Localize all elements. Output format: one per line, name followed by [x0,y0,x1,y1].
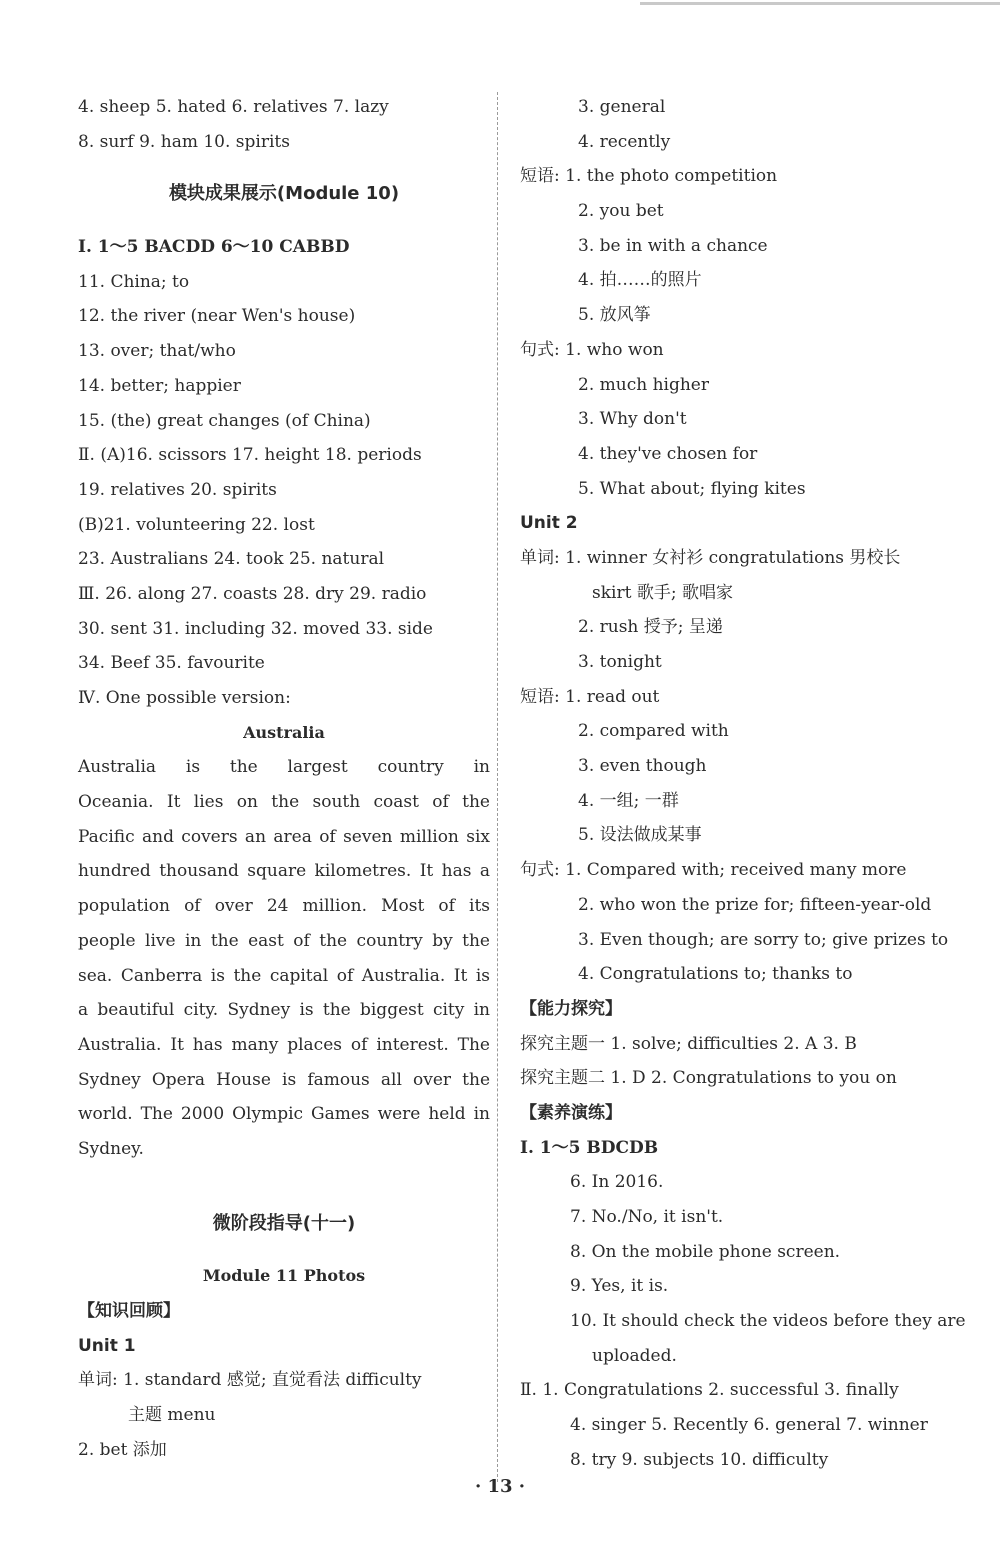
answer-line: 单词: 1. winner 女衬衫 congratulations 男校长 [520,547,901,568]
answer-line: 6. In 2016. [570,1172,664,1193]
answer-line: skirt 歌手; 歌唱家 [592,582,733,603]
answer-line: 3. Why don't [578,409,687,430]
answer-line: 2. much higher [578,374,709,395]
answer-line: 30. sent 31. including 32. moved 33. side [78,618,433,639]
answer-line: 主题 menu [128,1405,216,1426]
essay-line: population of over 24 million. Most of its [78,896,490,917]
left-answer-column [78,90,490,1467]
essay-line: Oceania. It lies on the south coast of the [78,792,490,813]
answer-line: 8. On the mobile phone screen. [570,1241,841,1262]
answer-line: 3. even though [578,756,707,777]
spacer [78,159,490,177]
answer-line: 34. Beef 35. favourite [78,653,265,674]
answer-line: 4. 拍……的照片 [578,270,702,291]
answer-line: 句式: 1. who won [520,339,664,360]
answer-line: 4. sheep 5. hated 6. relatives 7. lazy [78,97,389,117]
answer-line: Ⅱ. 1. Congratulations 2. successful 3. finally [520,1380,899,1401]
answer-line: Ⅳ. One possible version: [78,688,291,708]
answer-line: 句式: 1. Compared with; received many more [520,860,907,881]
answer-line: 短语: 1. the photo competition [520,166,778,187]
spacer [78,1241,490,1259]
answer-line: 2. bet 添加 [78,1439,167,1460]
answer-line: 4. they've chosen for [578,443,758,464]
answer-line: 探究主题一 1. solve; difficulties 2. A 3. B [520,1033,857,1054]
answer-line: 4. recently [578,131,671,152]
right-answer-column [520,90,965,1478]
answer-line: 2. who won the prize for; fifteen-year-old [578,894,932,915]
answer-line: 【能力探究】 [520,998,622,1019]
section-heading: 模块成果展示(Module 10) [168,183,400,205]
answer-line: 5. What about; flying kites [578,478,806,499]
answer-line: 2. rush 授予; 呈递 [578,617,723,638]
answer-line: 4. Congratulations to; thanks to [578,964,853,985]
answer-line: Unit 1 [78,1335,136,1356]
answer-line: 19. relatives 20. spirits [78,479,277,500]
essay-line: a beautiful city. Sydney is the biggest city in [78,1000,490,1021]
answer-line: (B)21. volunteering 22. lost [78,514,315,535]
answer-line: 2. you bet [578,201,664,222]
essay-line: Sydney. [78,1138,144,1159]
essay-line: Australia is the largest country in [78,757,490,778]
answer-line: Ⅰ. 1～5 BACDD 6～10 CABBD [78,237,350,258]
spacer [78,1167,490,1207]
answer-line: 5. 设法做成某事 [578,825,702,846]
answer-line: 8. surf 9. ham 10. spirits [78,131,290,152]
answer-line: 7. No./No, it isn't. [570,1207,724,1227]
answer-line: 3. general [578,97,666,117]
answer-line: 探究主题二 1. D 2. Congratulations to you on [520,1068,897,1089]
answer-line: Ⅱ. (A)16. scissors 17. height 18. periods [78,445,422,466]
answer-line: Unit 2 [520,513,578,534]
answer-line: 11. China; to [78,271,190,292]
answer-line: 2. compared with [578,721,729,742]
section-heading: Module 11 Photos [202,1266,366,1286]
essay-line: Sydney Opera House is famous all over the [78,1069,490,1090]
answer-line: 10. It should check the videos before they are [570,1311,966,1332]
essay-line: Pacific and covers an area of seven million six [78,826,490,847]
page-number: · 13 · [474,1476,526,1497]
section-heading: Australia [243,722,325,742]
answer-line: 3. be in with a chance [578,235,768,256]
answer-line: 3. Even though; are sorry to; give prizes to [578,929,949,950]
spacer [78,212,490,230]
answer-line: 8. try 9. subjects 10. difficulty [570,1449,829,1470]
answer-line: 13. over; that/who [78,341,236,362]
answer-line: 4. singer 5. Recently 6. general 7. winner [570,1415,928,1436]
answer-line: 12. the river (near Wen's house) [78,306,356,327]
answer-line: 9. Yes, it is. [570,1276,669,1297]
essay-line: Australia. It has many places of interest. The [78,1034,490,1055]
answer-line: 短语: 1. read out [520,686,660,707]
top-edge-line [640,2,1000,5]
answer-line: Ⅰ. 1～5 BDCDB [520,1137,659,1158]
column-divider [497,92,498,1482]
answer-line: uploaded. [592,1345,677,1366]
essay-line: sea. Canberra is the capital of Australia. It is [78,965,490,986]
answer-line: 5. 放风筝 [578,305,651,326]
essay-line: people live in the east of the country by the [78,930,490,951]
section-heading: 微阶段指导(十一) [212,1212,356,1234]
essay-line: world. The 2000 Olympic Games were held in [78,1104,490,1125]
answer-line: 3. tonight [578,652,662,672]
answer-line: 14. better; happier [78,375,241,396]
answer-line: 【知识回顾】 [78,1301,180,1321]
answer-line: 23. Australians 24. took 25. natural [78,549,385,570]
answer-line: 【素养演练】 [520,1102,622,1123]
essay-line: hundred thousand square kilometres. It has a [78,861,490,882]
answer-line: Ⅲ. 26. along 27. coasts 28. dry 29. radio [78,583,427,604]
answer-line: 4. 一组; 一群 [578,790,679,811]
answer-line: 单词: 1. standard 感觉; 直觉看法 difficulty [78,1370,422,1391]
answer-line: 15. (the) great changes (of China) [78,410,371,431]
